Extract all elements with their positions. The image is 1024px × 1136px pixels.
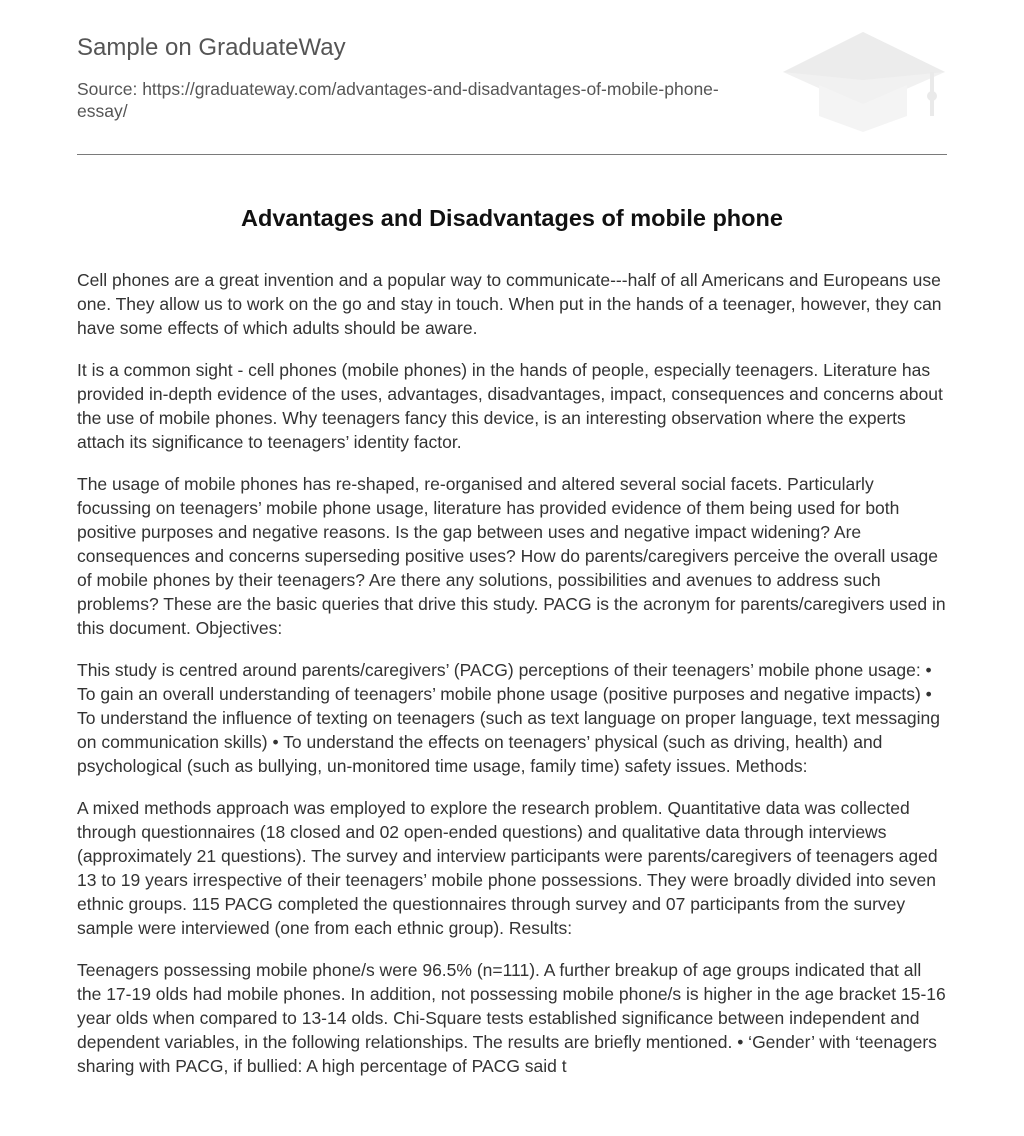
- body-paragraph: It is a common sight - cell phones (mobile phones) in the hands of people, especially teenagers. Literature has provided in-depth evidence of the uses, advantages, disadvantages, impact, consequences and concerns about the use of mobile phones. Why teenagers fancy this device, is an interesting observation where the experts attach its significance to teenagers’ identity factor.: [77, 360, 943, 452]
- body-paragraph: The usage of mobile phones has re-shaped, re-organised and altered several social facets. Particularly focussing on teenagers’ mobile phone usage, literature has provided evidence of them being used for both positive purposes and negative reasons. Is the gap between uses and negative impact widening? Are consequences and concerns superseding positive uses? How do parents/caregivers perceive the overall usage of mobile phones by their teenagers? Are there any solutions, possibilities and avenues to address such problems? These are the basic queries that drive this study. PACG is the acronym for parents/caregivers used in this document. Objectives:: [77, 474, 946, 638]
- source-label: Source:: [77, 79, 138, 99]
- body-paragraph: Cell phones are a great invention and a popular way to communicate---half of all Americans and Europeans use one. They allow us to work on the go and stay in touch. When put in the hands of a teenager, however, they can have some effects of which adults should be aware.: [77, 270, 942, 338]
- body-paragraph: Teenagers possessing mobile phone/s were 96.5% (n=111). A further breakup of age groups indicated that all the 17-19 olds had mobile phones. In addition, not possessing mobile phone/s is higher in the age bracket 15-16 year olds when compared to 13-14 olds. Chi-Square tests established significance between independent and dependent variables, in the following relationships. The results are briefly mentioned. • ‘Gender’ with ‘teenagers sharing with PACG, if bullied: A high percentage of PACG said t: [77, 960, 946, 1076]
- header-divider: [77, 154, 947, 155]
- body-paragraph: A mixed methods approach was employed to explore the research problem. Quantitative data was collected through questionnaires (18 closed and 02 open-ended questions) and qualitative data through interviews (approximately 21 questions). The survey and interview participants were parents/caregivers of teenagers aged 13 to 19 years irrespective of their teenagers’ mobile phone possessions. They were broadly divided into seven ethnic groups. 115 PACG completed the questionnaires through survey and 07 participants from the survey sample were interviewed (one from each ethnic group). Results:: [77, 798, 938, 938]
- document-title: Advantages and Disadvantages of mobile phone: [241, 205, 783, 231]
- source-link[interactable]: https://graduateway.com/advantages-and-disadvantages-of-mobile-phone-essay/: [77, 79, 719, 121]
- graduation-cap-icon: [781, 30, 947, 134]
- document-body: [77, 268, 947, 1096]
- body-paragraph: This study is centred around parents/caregivers’ (PACG) perceptions of their teenagers’ mobile phone usage: • To gain an overall understanding of teenagers’ mobile phone usage (positive purposes and negative impacts) • To understand the influence of texting on teenagers (such as text language on proper language, text messaging on communication skills) • To understand the effects on teenagers’ physical (such as driving, health) and psychological (such as bullying, un-monitored time usage, family time) safety issues. Methods:: [77, 660, 940, 776]
- site-title: Sample on GraduateWay: [77, 34, 346, 61]
- source-line: [77, 78, 767, 122]
